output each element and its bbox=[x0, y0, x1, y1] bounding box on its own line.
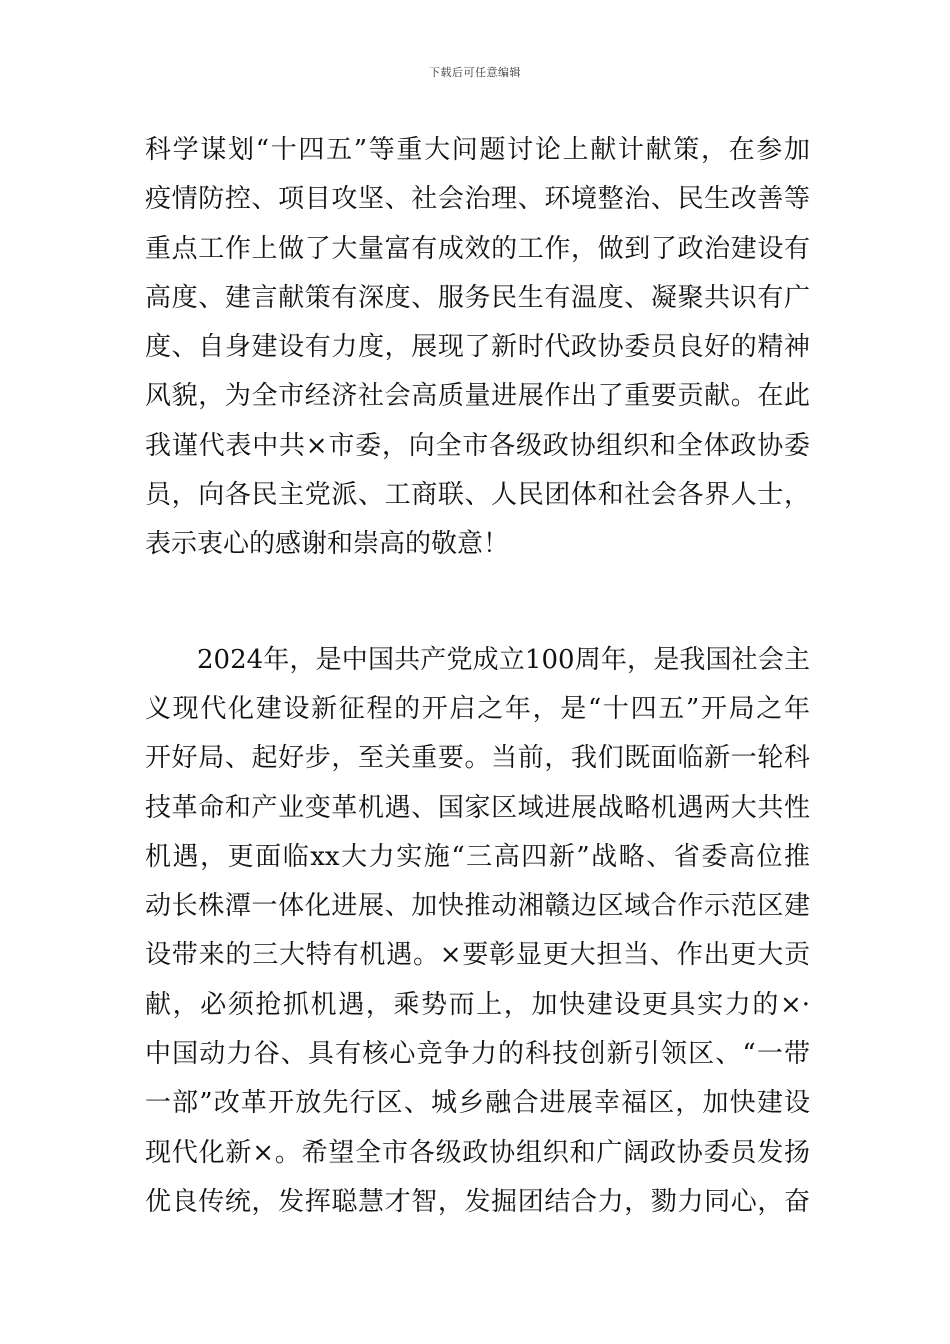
text-line: 一部”改革开放先行区、城乡融合进展幸福区，加快建设 bbox=[145, 1088, 810, 1119]
text-line: 设带来的三大特有机遇。×要彰显更大担当、作出更大贡 bbox=[145, 940, 810, 971]
text-line: 科学谋划“十四五”等重大问题讨论上献计献策，在参加 bbox=[145, 135, 810, 165]
text-line: 重点工作上做了大量富有成效的工作，做到了政治建设有 bbox=[145, 233, 810, 264]
text-line: 献，必须抢抓机遇，乘势而上，加快建设更具实力的×· bbox=[145, 989, 810, 1020]
text-line: 义现代化建设新征程的开启之年，是“十四五”开局之年 bbox=[145, 693, 810, 724]
paragraph-2 bbox=[145, 636, 810, 1228]
text-line: 高度、建言献策有深度、服务民生有温度、凝聚共识有广 bbox=[145, 282, 810, 313]
text-line: 2024年，是中国共产党成立100周年，是我国社会主 bbox=[197, 644, 810, 675]
text-line: 动长株潭一体化进展、加快推动湘赣边区域合作示范区建 bbox=[145, 891, 810, 922]
text-line: 员，向各民主党派、工商联、人民团体和社会各界人士， bbox=[145, 480, 810, 511]
text-line: 我谨代表中共×市委，向全市各级政协组织和全体政协委 bbox=[145, 430, 810, 461]
text-line: 表示衷心的感谢和崇高的敬意！ bbox=[145, 529, 510, 560]
text-line: 度、自身建设有力度，展现了新时代政协委员良好的精神 bbox=[145, 332, 810, 363]
text-line: 开好局、起好步，至关重要。当前，我们既面临新一轮科 bbox=[145, 743, 810, 774]
document-body bbox=[145, 126, 810, 1227]
header-note: 下载后可任意编辑 bbox=[429, 66, 521, 79]
text-line: 疫情防控、项目攻坚、社会治理、环境整治、民生改善等 bbox=[145, 184, 810, 215]
text-line: 中国动力谷、具有核心竞争力的科技创新引领区、“一带 bbox=[145, 1039, 810, 1070]
text-line: 现代化新×。希望全市各级政协组织和广阔政协委员发扬 bbox=[145, 1137, 810, 1168]
text-line: 优良传统，发挥聪慧才智，发掘团结合力，勠力同心，奋 bbox=[145, 1186, 810, 1217]
paragraph-gap bbox=[145, 570, 810, 636]
paragraph-1 bbox=[145, 126, 810, 570]
text-line: 风貌，为全市经济社会高质量进展作出了重要贡献。在此 bbox=[145, 381, 810, 412]
text-line: 技革命和产业变革机遇、国家区域进展战略机遇两大共性 bbox=[145, 792, 810, 823]
text-line: 机遇，更面临xx大力实施“三高四新”战略、省委高位推 bbox=[145, 841, 810, 872]
